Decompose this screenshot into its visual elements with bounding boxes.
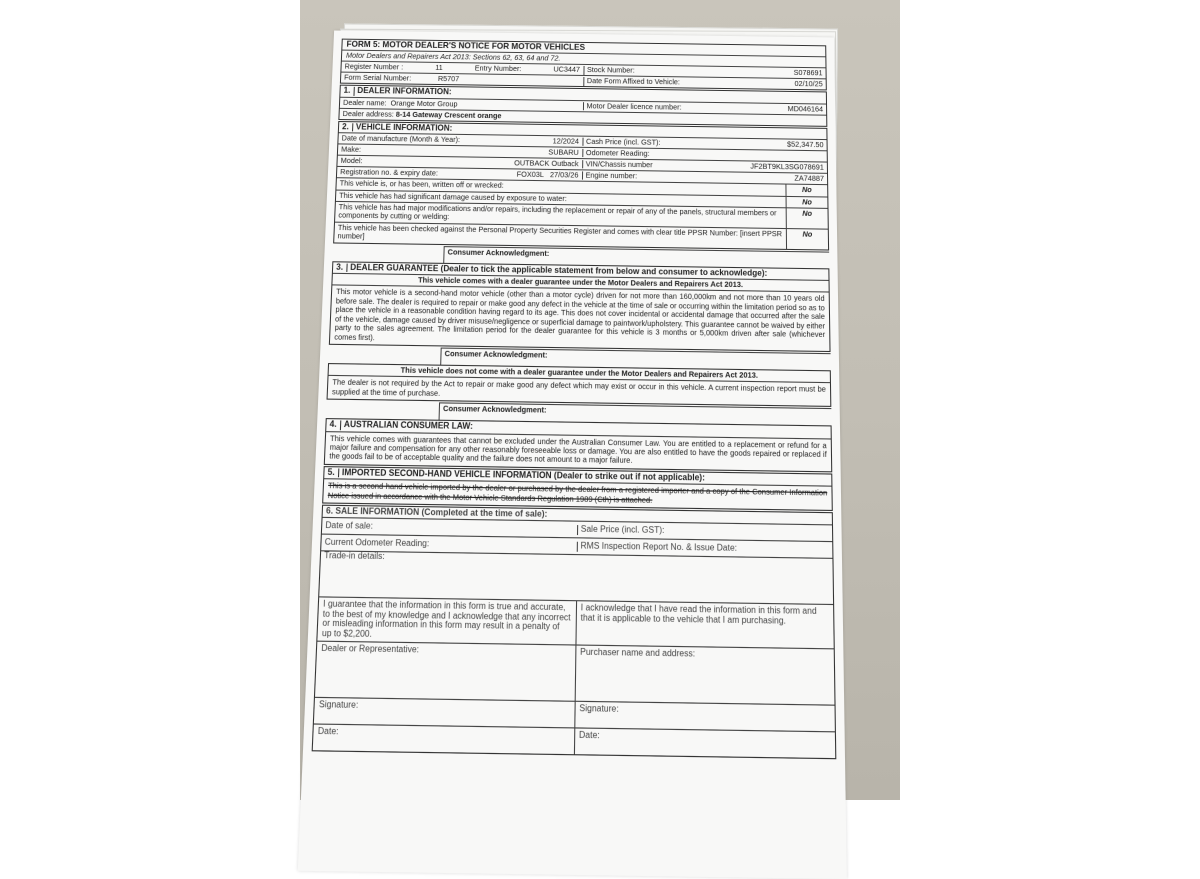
stock-label: Stock Number: xyxy=(587,66,635,75)
form-body xyxy=(312,39,837,761)
serial-value: R5707 xyxy=(438,75,460,84)
guarantee-heading-num: 3. xyxy=(336,263,347,272)
imported-heading-num: 5. xyxy=(327,468,339,477)
dealer-address-value: 8-14 Gateway Crescent orange xyxy=(396,109,502,120)
dealer-signature-field[interactable] xyxy=(314,698,574,727)
dealer-heading xyxy=(340,86,454,98)
dealer-name-label: Dealer name: xyxy=(343,97,387,107)
sale-odometer-label: Current Odometer Reading: xyxy=(324,538,429,549)
dealer-signature-label: Signature: xyxy=(319,699,359,710)
price-value: $52,347.50 xyxy=(787,141,824,150)
vehicle-heading-text: VEHICLE INFORMATION: xyxy=(356,122,453,132)
entry-value: UC3447 xyxy=(553,66,580,75)
imported-section xyxy=(322,466,833,511)
purchaser-date-field[interactable] xyxy=(573,728,835,758)
make-label: Make: xyxy=(341,146,361,155)
sale-date-field[interactable] xyxy=(322,521,577,534)
model-label: Model: xyxy=(340,157,362,166)
register-label: Register Number : xyxy=(344,63,403,72)
date-affixed-value: 02/10/25 xyxy=(795,80,823,89)
purchaser-field[interactable] xyxy=(574,646,834,705)
sale-date-label: Date of sale: xyxy=(325,522,373,532)
statement-text: This vehicle is, or has been, written off or wrecked: xyxy=(336,178,786,195)
entry-label: Entry Number: xyxy=(475,65,522,74)
tradein-field[interactable] xyxy=(319,552,833,606)
purchaser-ack-statement: I acknowledge that I have read the information in this form and that it is applicable to the vehicle that I am purchasing. xyxy=(575,602,834,649)
guarantee-not-with[interactable]: This vehicle does not come with a dealer guarantee under the Motor Dealers and Repairers Act 2013. xyxy=(329,364,830,383)
stock-value: S078691 xyxy=(794,69,823,78)
statement-answer: No xyxy=(787,197,828,208)
purchaser-date-label: Date: xyxy=(579,730,600,741)
acl-heading-text: AUSTRALIAN CONSUMER LAW: xyxy=(344,420,473,432)
sale-heading: 6. SALE INFORMATION (Completed at the time of sale): xyxy=(323,506,551,521)
acl-heading xyxy=(326,419,476,432)
vehicle-heading xyxy=(339,122,456,134)
serial-cell xyxy=(341,74,583,86)
model-value: OUTBACK Outback xyxy=(514,159,579,169)
consumer-ack-label: Consumer Acknowledgment: xyxy=(439,402,832,425)
guarantee-not-paragraph: The dealer is not required by the Act to repair or make good any defect which may exist or occur in this vehicle. A current inspection report must be supplied at the time of purchase. xyxy=(328,376,831,406)
consumer-ack-label: Consumer Acknowledgment: xyxy=(440,347,831,370)
date-affixed-cell xyxy=(583,77,826,89)
acl-heading-num: 4. xyxy=(329,420,341,429)
vehicle-section xyxy=(333,121,829,250)
price-label: Cash Price (incl. GST): xyxy=(586,138,661,148)
rms-field[interactable] xyxy=(576,542,832,555)
engine-value: ZA74887 xyxy=(794,174,824,183)
statement-text: This vehicle has been checked against the Personal Property Securities Register and comes with clear title PPSR Number: [insert PPSR number] xyxy=(334,223,787,249)
serial-label: Form Serial Number: xyxy=(344,74,411,83)
dom-value: 12/2024 xyxy=(553,137,579,146)
guarantee-comes-paragraph: This motor vehicle is a second-hand motor vehicle (other than a motor cycle) driven for not more than 160,000km and not more than 10 years old before sale. The dealer is required to repair or make good any defect in the vehicle at the time of sale or occurring within the limitation period so as to place the vehicle in a reasonable condition having regard to its age. This does not cover incidental or accidental damage that occurred after the sale of the vehicle, damage caused by driver misuse/negligence or superficial damage to paintwork/upholstery. This guarantee cannot be waived by either party to the sales agreement. The limitation period for the dealer guarantee for this vehicle is 3 months or 5,000km driven after sale (whichever comes first). xyxy=(330,286,830,351)
acl-section xyxy=(324,418,832,472)
dealer-date-field[interactable] xyxy=(313,725,574,755)
no-guarantee-section xyxy=(327,363,832,407)
form-title: FORM 5: MOTOR DEALER'S NOTICE FOR MOTOR VEHICLES xyxy=(342,40,589,54)
dealer-date-label: Date: xyxy=(318,726,339,737)
statement-answer: No xyxy=(787,208,828,228)
purchaser-signature-label: Signature: xyxy=(579,703,618,714)
engine-label: Engine number: xyxy=(586,171,638,180)
make-value: SUBARU xyxy=(548,148,579,157)
purchaser-label: Purchaser name and address: xyxy=(580,647,695,659)
form-subtitle: Motor Dealers and Repairers Act 2013: Sections 62, 63, 64 and 72. xyxy=(342,52,565,64)
licence-label: Motor Dealer licence number: xyxy=(586,102,681,112)
tradein-label: Trade-in details: xyxy=(324,552,385,562)
dealer-heading-num: 1. xyxy=(343,87,354,96)
sale-section xyxy=(312,505,837,760)
form-sheet xyxy=(298,31,847,879)
dealer-section xyxy=(338,85,827,127)
imported-heading-text: IMPORTED SECOND-HAND VEHICLE INFORMATION (Dealer to strike out if not applicable): xyxy=(342,467,705,482)
acl-paragraph: This vehicle comes with guarantees that cannot be excluded under the Australian Consumer Law. You are entitled to a replacement or refund for a major failure and compensation for any other reasonably foreseeable loss or damage. You are also entitled to have the goods repaired or replaced if the goods fail to be of acceptable quality and the failure does not amount to a major failure. xyxy=(325,432,831,471)
vin-value: JF2BT9KL3SG078691 xyxy=(750,163,824,173)
purchaser-signature-field[interactable] xyxy=(574,702,835,731)
date-affixed-label: Date Form Affixed to Vehicle: xyxy=(587,77,680,87)
dom-label: Date of manufacture (Month & Year): xyxy=(341,134,460,144)
rms-label: RMS Inspection Report No. & Issue Date: xyxy=(580,542,737,554)
sale-price-field[interactable] xyxy=(576,525,832,538)
statement-text: This vehicle has had significant damage caused by exposure to water: xyxy=(336,190,787,207)
consumer-ack-label: Consumer Acknowledgment: xyxy=(443,246,829,268)
guarantee-section xyxy=(329,261,831,352)
rego-expiry: 27/03/26 xyxy=(550,170,579,180)
licence-value: MD046164 xyxy=(788,105,824,114)
register-value: 11 xyxy=(435,64,443,73)
imported-paragraph: This is a second-hand vehicle imported by the dealer or purchased by the dealer from a registered importer and a copy of the Consumer Information Notice issued in accordance with the Motor Vehicle Standards Regulation 1989 (Cth) is attached. xyxy=(323,479,832,509)
dealer-name-value: Orange Motor Group xyxy=(390,98,457,108)
dealer-guarantee-statement: I guarantee that the information in this form is true and accurate, to the best of my knowledge and I acknowledge that any incorrect or misleading information in this form may result in a penalty of up to $2,200. xyxy=(317,598,575,645)
dealer-rep-label: Dealer or Representative: xyxy=(321,643,419,655)
statement-answer: No xyxy=(787,229,828,249)
vehicle-heading-num: 2. xyxy=(342,123,353,132)
guarantee-heading-text: DEALER GUARANTEE (Dealer to tick the applicable statement from below and consumer to acknowledge): xyxy=(350,262,767,277)
rego-value: FOX03L xyxy=(517,169,544,179)
form-header xyxy=(340,39,827,91)
dealer-address-label: Dealer address: xyxy=(342,109,394,119)
statement-text: This vehicle has had major modifications and/or repairs, including the replacement or repair of any of the panels, structural members or components by cutting or welding: xyxy=(335,202,787,228)
odometer-label: Odometer Reading: xyxy=(586,149,650,158)
sale-price-label: Sale Price (incl. GST): xyxy=(581,525,665,536)
rego-label: Registration no. & expiry date: xyxy=(340,168,438,178)
guarantee-comes-with[interactable]: This vehicle comes with a dealer guarantee under the Motor Dealers and Repairers Act 2013. xyxy=(332,274,828,293)
vin-label: VIN/Chassis number xyxy=(586,160,653,170)
dealer-rep-field[interactable] xyxy=(315,642,575,701)
dealer-heading-text: DEALER INFORMATION: xyxy=(357,86,452,96)
statement-answer: No xyxy=(786,185,827,196)
sale-odometer-field[interactable] xyxy=(321,538,576,551)
